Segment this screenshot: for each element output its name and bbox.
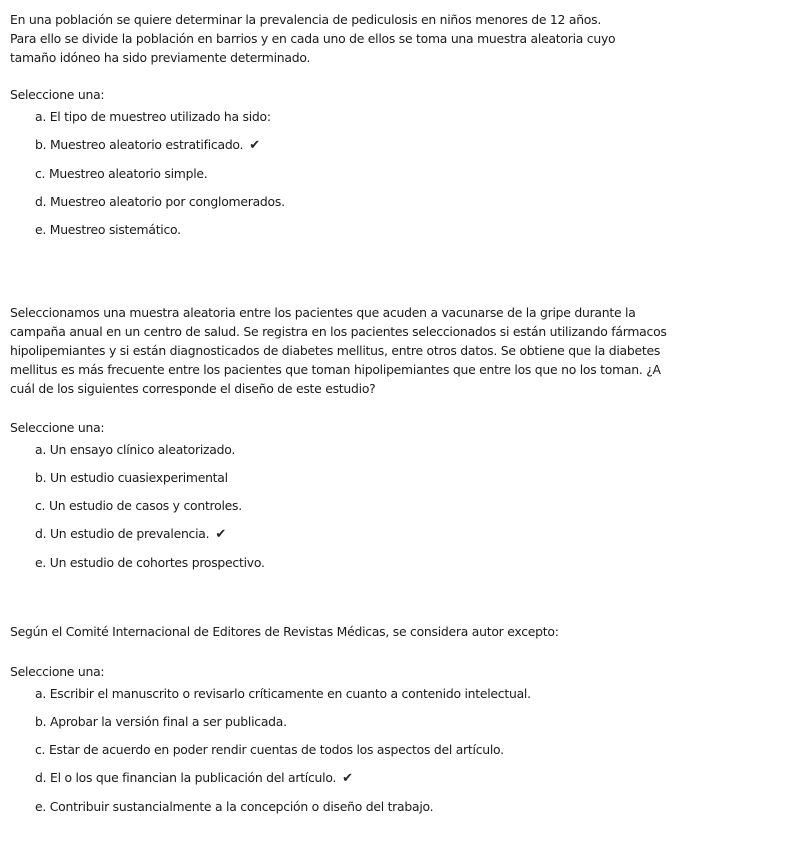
answer-option-e[interactable] bbox=[35, 553, 790, 572]
question-1 bbox=[10, 10, 790, 248]
checkmark-icon: ✔ bbox=[249, 138, 260, 153]
option-label: b. Aprobar la versión final a ser publicada. bbox=[35, 714, 287, 729]
option-label: a. Escribir el manuscrito o revisarlo críticamente en cuanto a contenido intelectual. bbox=[35, 686, 531, 701]
option-label: b. Muestreo aleatorio estratificado. bbox=[35, 137, 244, 152]
answer-option-c[interactable] bbox=[35, 496, 790, 515]
answer-option-b[interactable] bbox=[35, 468, 790, 487]
answer-option-b[interactable] bbox=[35, 135, 790, 155]
answer-option-a[interactable] bbox=[35, 107, 790, 126]
option-label: b. Un estudio cuasiexperimental bbox=[35, 470, 228, 485]
option-label: a. Un ensayo clínico aleatorizado. bbox=[35, 442, 236, 457]
option-label: c. Estar de acuerdo en poder rendir cuentas de todos los aspectos del artículo. bbox=[35, 742, 504, 757]
answer-options bbox=[10, 440, 790, 572]
answer-option-d[interactable] bbox=[35, 192, 790, 211]
question-text: En una población se quiere determinar la prevalencia de pediculosis en niños menores de 12 años. Para ello se divide la población en barrios y en cada uno de ellos se toma una muestra aleatoria cuyo tamaño idóneo ha sido previamente determinado. bbox=[10, 12, 616, 65]
answer-option-e[interactable] bbox=[35, 220, 790, 239]
question-2 bbox=[10, 303, 790, 581]
answer-option-e[interactable] bbox=[35, 797, 790, 816]
answer-option-b[interactable] bbox=[35, 712, 790, 731]
select-one-label: Seleccione una: bbox=[10, 664, 105, 679]
answer-option-d[interactable] bbox=[35, 768, 790, 788]
answer-option-a[interactable] bbox=[35, 440, 790, 459]
answer-option-a[interactable] bbox=[35, 684, 790, 703]
checkmark-icon: ✔ bbox=[215, 527, 226, 542]
checkmark-icon: ✔ bbox=[342, 771, 353, 786]
question-text: Seleccionamos una muestra aleatoria entre los pacientes que acuden a vacunarse de la gripe durante la campaña anual en un centro de salud. Se registra en los pacientes seleccionados si están utilizando fármacos hipolipemiantes y si están diagnosticados de diabetes mellitus, entre otros datos. Se obtiene que la diabetes mellitus es más frecuente entre los pacientes que toman hipolipemiantes que entre los que no los toman. ¿A cuál de los siguientes corresponde el diseño de este estudio? bbox=[10, 305, 667, 396]
option-label: c. Muestreo aleatorio simple. bbox=[35, 166, 208, 181]
select-one-label: Seleccione una: bbox=[10, 87, 105, 102]
option-label: e. Un estudio de cohortes prospectivo. bbox=[35, 555, 265, 570]
answer-options bbox=[10, 107, 790, 239]
option-label: d. Un estudio de prevalencia. bbox=[35, 526, 210, 541]
option-label: e. Muestreo sistemático. bbox=[35, 222, 181, 237]
question-3 bbox=[10, 622, 790, 825]
answer-option-d[interactable] bbox=[35, 524, 790, 544]
question-text: Según el Comité Internacional de Editores de Revistas Médicas, se considera autor excepto: bbox=[10, 624, 559, 639]
option-label: a. El tipo de muestreo utilizado ha sido: bbox=[35, 109, 271, 124]
option-label: c. Un estudio de casos y controles. bbox=[35, 498, 242, 513]
option-label: d. El o los que financian la publicación del artículo. bbox=[35, 770, 337, 785]
answer-option-c[interactable] bbox=[35, 164, 790, 183]
option-label: d. Muestreo aleatorio por conglomerados. bbox=[35, 194, 285, 209]
answer-options bbox=[10, 684, 790, 816]
option-label: e. Contribuir sustancialmente a la concepción o diseño del trabajo. bbox=[35, 799, 434, 814]
select-one-label: Seleccione una: bbox=[10, 420, 105, 435]
answer-option-c[interactable] bbox=[35, 740, 790, 759]
